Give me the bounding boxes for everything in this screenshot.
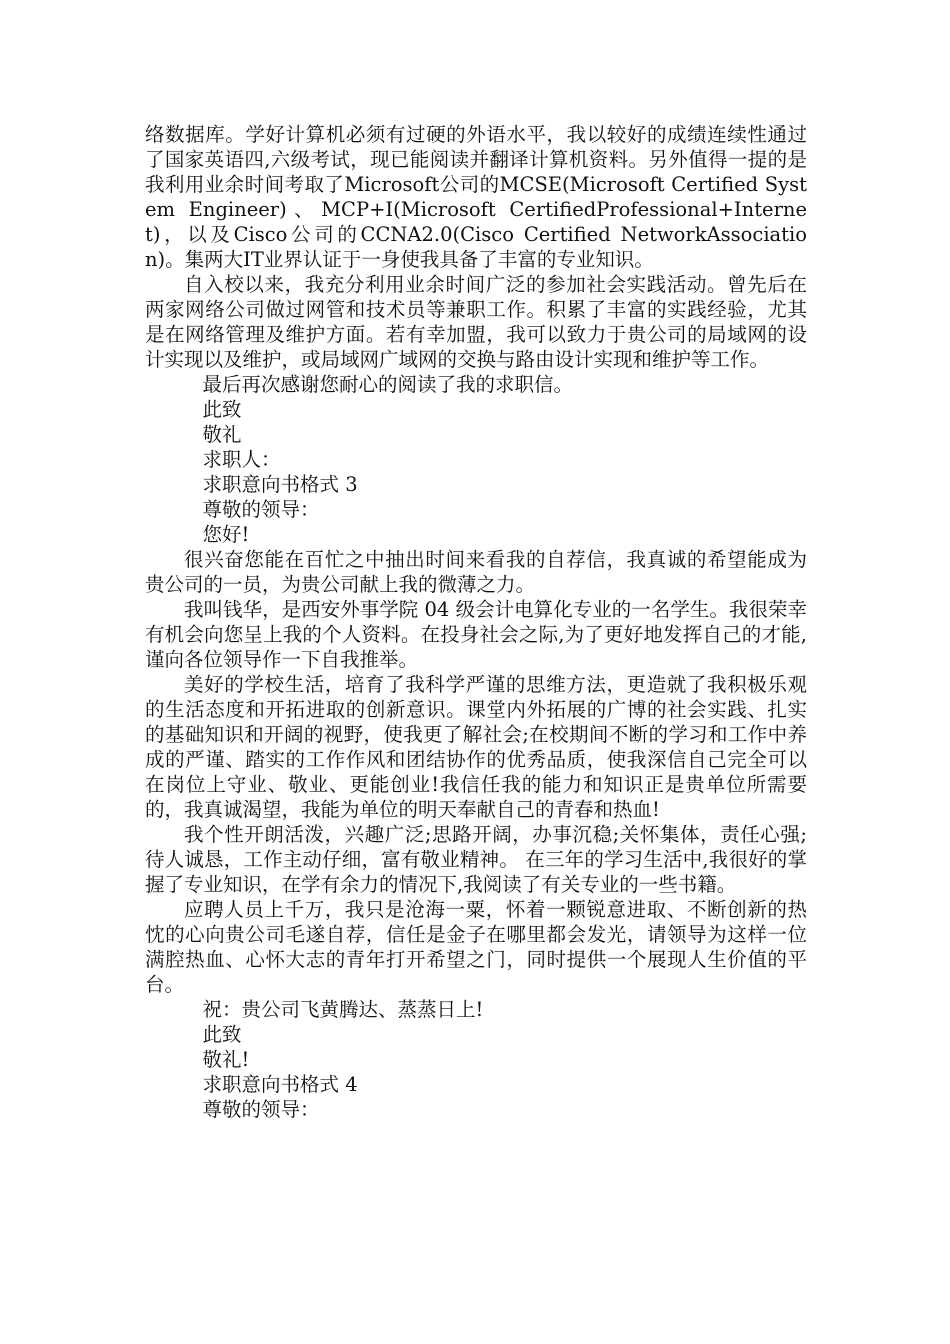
salutation-cizhi: 此致 — [202, 398, 242, 421]
greeting-dear-leader-2: 尊敬的领导： — [202, 1098, 320, 1121]
greeting-dear-leader: 尊敬的领导： — [202, 498, 320, 521]
paragraph-self-introduction: 我叫钱华，是西安外事学院 04 级会计电算化专业的一名学生。我很荣幸有机会向您呈上我的个人资料。在投身社会之际,为了更好地发挥自己的才能,谨向各位领导作一下自我推举。 — [145, 598, 807, 671]
paragraph-practice-experience: 自入校以来，我充分利用业余时间广泛的参加社会实践活动。曾先后在两家网络公司做过网管和技术员等兼职工作。积累了丰富的实践经验，尤其是在网络管理及维护方面。若有幸加盟，我可以致力于贵公司的局域网的设计实现以及维护，或局域网广域网的交换与路由设计实现和维护等工作。 — [145, 273, 807, 371]
salutation-jingli: 敬礼 — [202, 423, 242, 446]
closing-thanks-line: 最后再次感谢您耐心的阅读了我的求职信。 — [202, 373, 574, 396]
salutation-jingli-2: 敬礼! — [202, 1048, 250, 1071]
section-heading-format-3: 求职意向书格式 3 — [202, 473, 358, 496]
paragraph-personality: 我个性开朗活泼，兴趣广泛;思路开阔，办事沉稳;关怀集体，责任心强;待人诚恳，工作主动仔细，富有敬业精神。 在三年的学习生活中,我很好的掌握了专业知识，在学有余力的情况下,我阅读了有关专业的一些书籍。 — [145, 823, 807, 896]
paragraph-intro: 很兴奋您能在百忙之中抽出时间来看我的自荐信，我真诚的希望能成为贵公司的一员，为贵公司献上我的微薄之力。 — [145, 548, 807, 596]
wish-line: 祝：贵公司飞黄腾达、蒸蒸日上! — [202, 998, 484, 1021]
paragraph-school-life: 美好的学校生活，培育了我科学严谨的思维方法，更造就了我积极乐观的生活态度和开拓进取的创新意识。课堂内外拓展的广博的社会实践、扎实的基础知识和开阔的视野，使我更了解社会;在校期间不断的学习和工作中养成的严谨、踏实的工作作风和团结协作的优秀品质，使我深信自己完全可以在岗位上守业、敬业、更能创业!我信任我的能力和知识正是贵单位所需要的，我真诚渴望，我能为单位的明天奉献自己的青春和热血! — [145, 673, 807, 821]
salutation-cizhi-2: 此致 — [202, 1023, 242, 1046]
paragraph-application-request: 应聘人员上千万，我只是沧海一粟，怀着一颗锐意进取、不断创新的热忱的心向贵公司毛遂自荐，信任是金子在哪里都会发光，请领导为这样一位满腔热血、心怀大志的青年打开希望之门，同时提供一个展现人生价值的平台。 — [145, 898, 807, 996]
greeting-hello: 您好! — [202, 523, 250, 546]
applicant-signature-label: 求职人： — [202, 448, 281, 471]
document-page — [145, 122, 807, 1122]
paragraph-certifications: 络数据库。学好计算机必须有过硬的外语水平，我以较好的成绩连续性通过了国家英语四,六级考试，现已能阅读并翻译计算机资料。另外值得一提的是我利用业余时间考取了Microsoft公司的MCSE(Microsoft Certified System Engineer)、MCP+I(Microsoft CertifiedProfessional+Internet)，以及Cisco公司的CCNA2.0(Cisco Certified NetworkAssociation)。集两大IT业界认证于一身使我具备了丰富的专业知识。 — [145, 123, 807, 271]
section-heading-format-4: 求职意向书格式 4 — [202, 1073, 358, 1096]
